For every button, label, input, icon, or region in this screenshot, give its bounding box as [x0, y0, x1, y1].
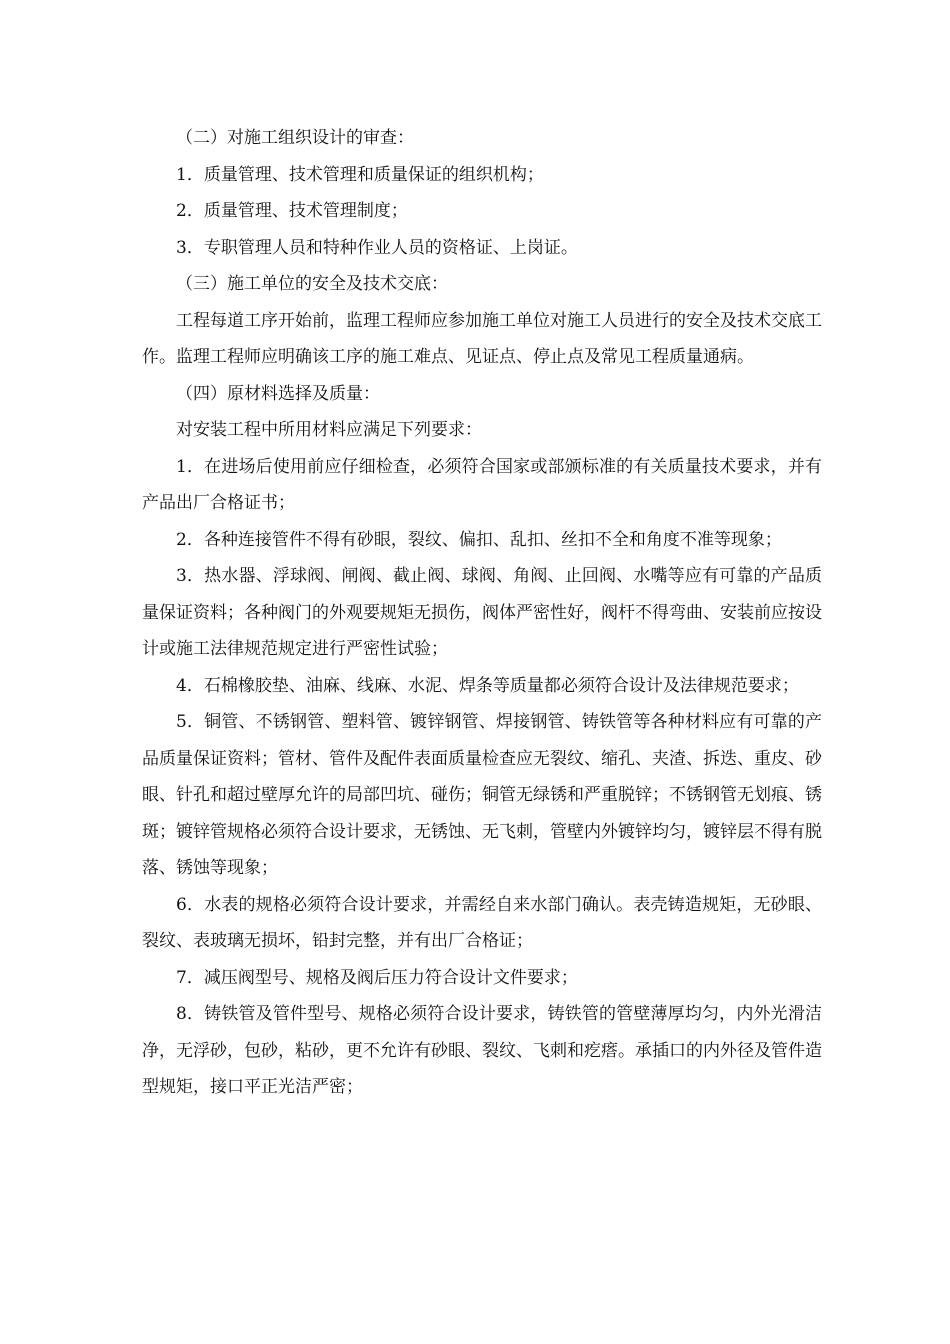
list-item: 7．减压阀型号、规格及阀后压力符合设计文件要求； [176, 967, 578, 988]
list-item: 6．水表的规格必须符合设计要求，并需经自来水部门确认。表壳铸造规矩，无砂眼、裂纹、表玻璃无损坏，铅封完整，并有出厂合格证； [142, 894, 822, 951]
list-item: 3．专职管理人员和特种作业人员的资格证、上岗证。 [176, 237, 578, 258]
list-item: 4．石棉橡胶垫、油麻、线麻、水泥、焊条等质量都必须符合设计及法律规范要求； [176, 675, 799, 696]
list-item: 8．铸铁管及管件型号、规格必须符合设计要求，铸铁管的管壁薄厚均匀，内外光滑洁净，无浮砂，包砂，粘砂，更不允许有砂眼、裂纹、飞刺和疙瘩。承插口的内外径及管件造型规矩，接口平正光洁严密； [142, 1004, 822, 1097]
list-item: 1．在进场后使用前应仔细检查，必须符合国家或部颁标准的有关质量技术要求，并有产品出厂合格证书； [142, 456, 822, 513]
list-item: 1．质量管理、技术管理和质量保证的组织机构； [176, 164, 544, 185]
body-paragraph: 工程每道工序开始前，监理工程师应参加施工单位对施工人员进行的安全及技术交底工作。监理工程师应明确该工序的施工难点、见证点、停止点及常见工程质量通病。 [142, 310, 822, 367]
section-heading-safety-technical-briefing: （三）施工单位的安全及技术交底： [176, 274, 448, 294]
section-heading-construction-design-review: （二）对施工组织设计的审查： [176, 128, 414, 148]
list-item: 2．各种连接管件不得有砂眼，裂纹、偏扣、乱扣、丝扣不全和角度不准等现象； [176, 529, 782, 550]
document-body [142, 120, 822, 1106]
list-item: 3．热水器、浮球阀、闸阀、截止阀、球阀、角阀、止回阀、水嘴等应有可靠的产品质量保证资料；各种阀门的外观要规矩无损伤，阀体严密性好，阀杆不得弯曲、安装前应按设计或施工法律规范规定进行严密性试验； [142, 566, 822, 659]
body-paragraph: 对安装工程中所用材料应满足下列要求： [176, 420, 482, 440]
list-item: 5．铜管、不锈钢管、塑料管、镀锌钢管、焊接钢管、铸铁管等各种材料应有可靠的产品质量保证资料；管材、管件及配件表面质量检查应无裂纹、缩孔、夹渣、拆迭、重皮、砂眼、针孔和超过壁厚允许的局部凹坑、碰伤；铜管无绿锈和严重脱锌；不锈钢管无划痕、锈斑；镀锌管规格必须符合设计要求，无锈蚀、无飞刺，管壁内外镀锌均匀，镀锌层不得有脱落、锈蚀等现象； [142, 712, 822, 878]
section-heading-raw-materials: （四）原材料选择及质量： [176, 383, 380, 404]
list-item: 2．质量管理、技术管理制度； [176, 201, 408, 221]
